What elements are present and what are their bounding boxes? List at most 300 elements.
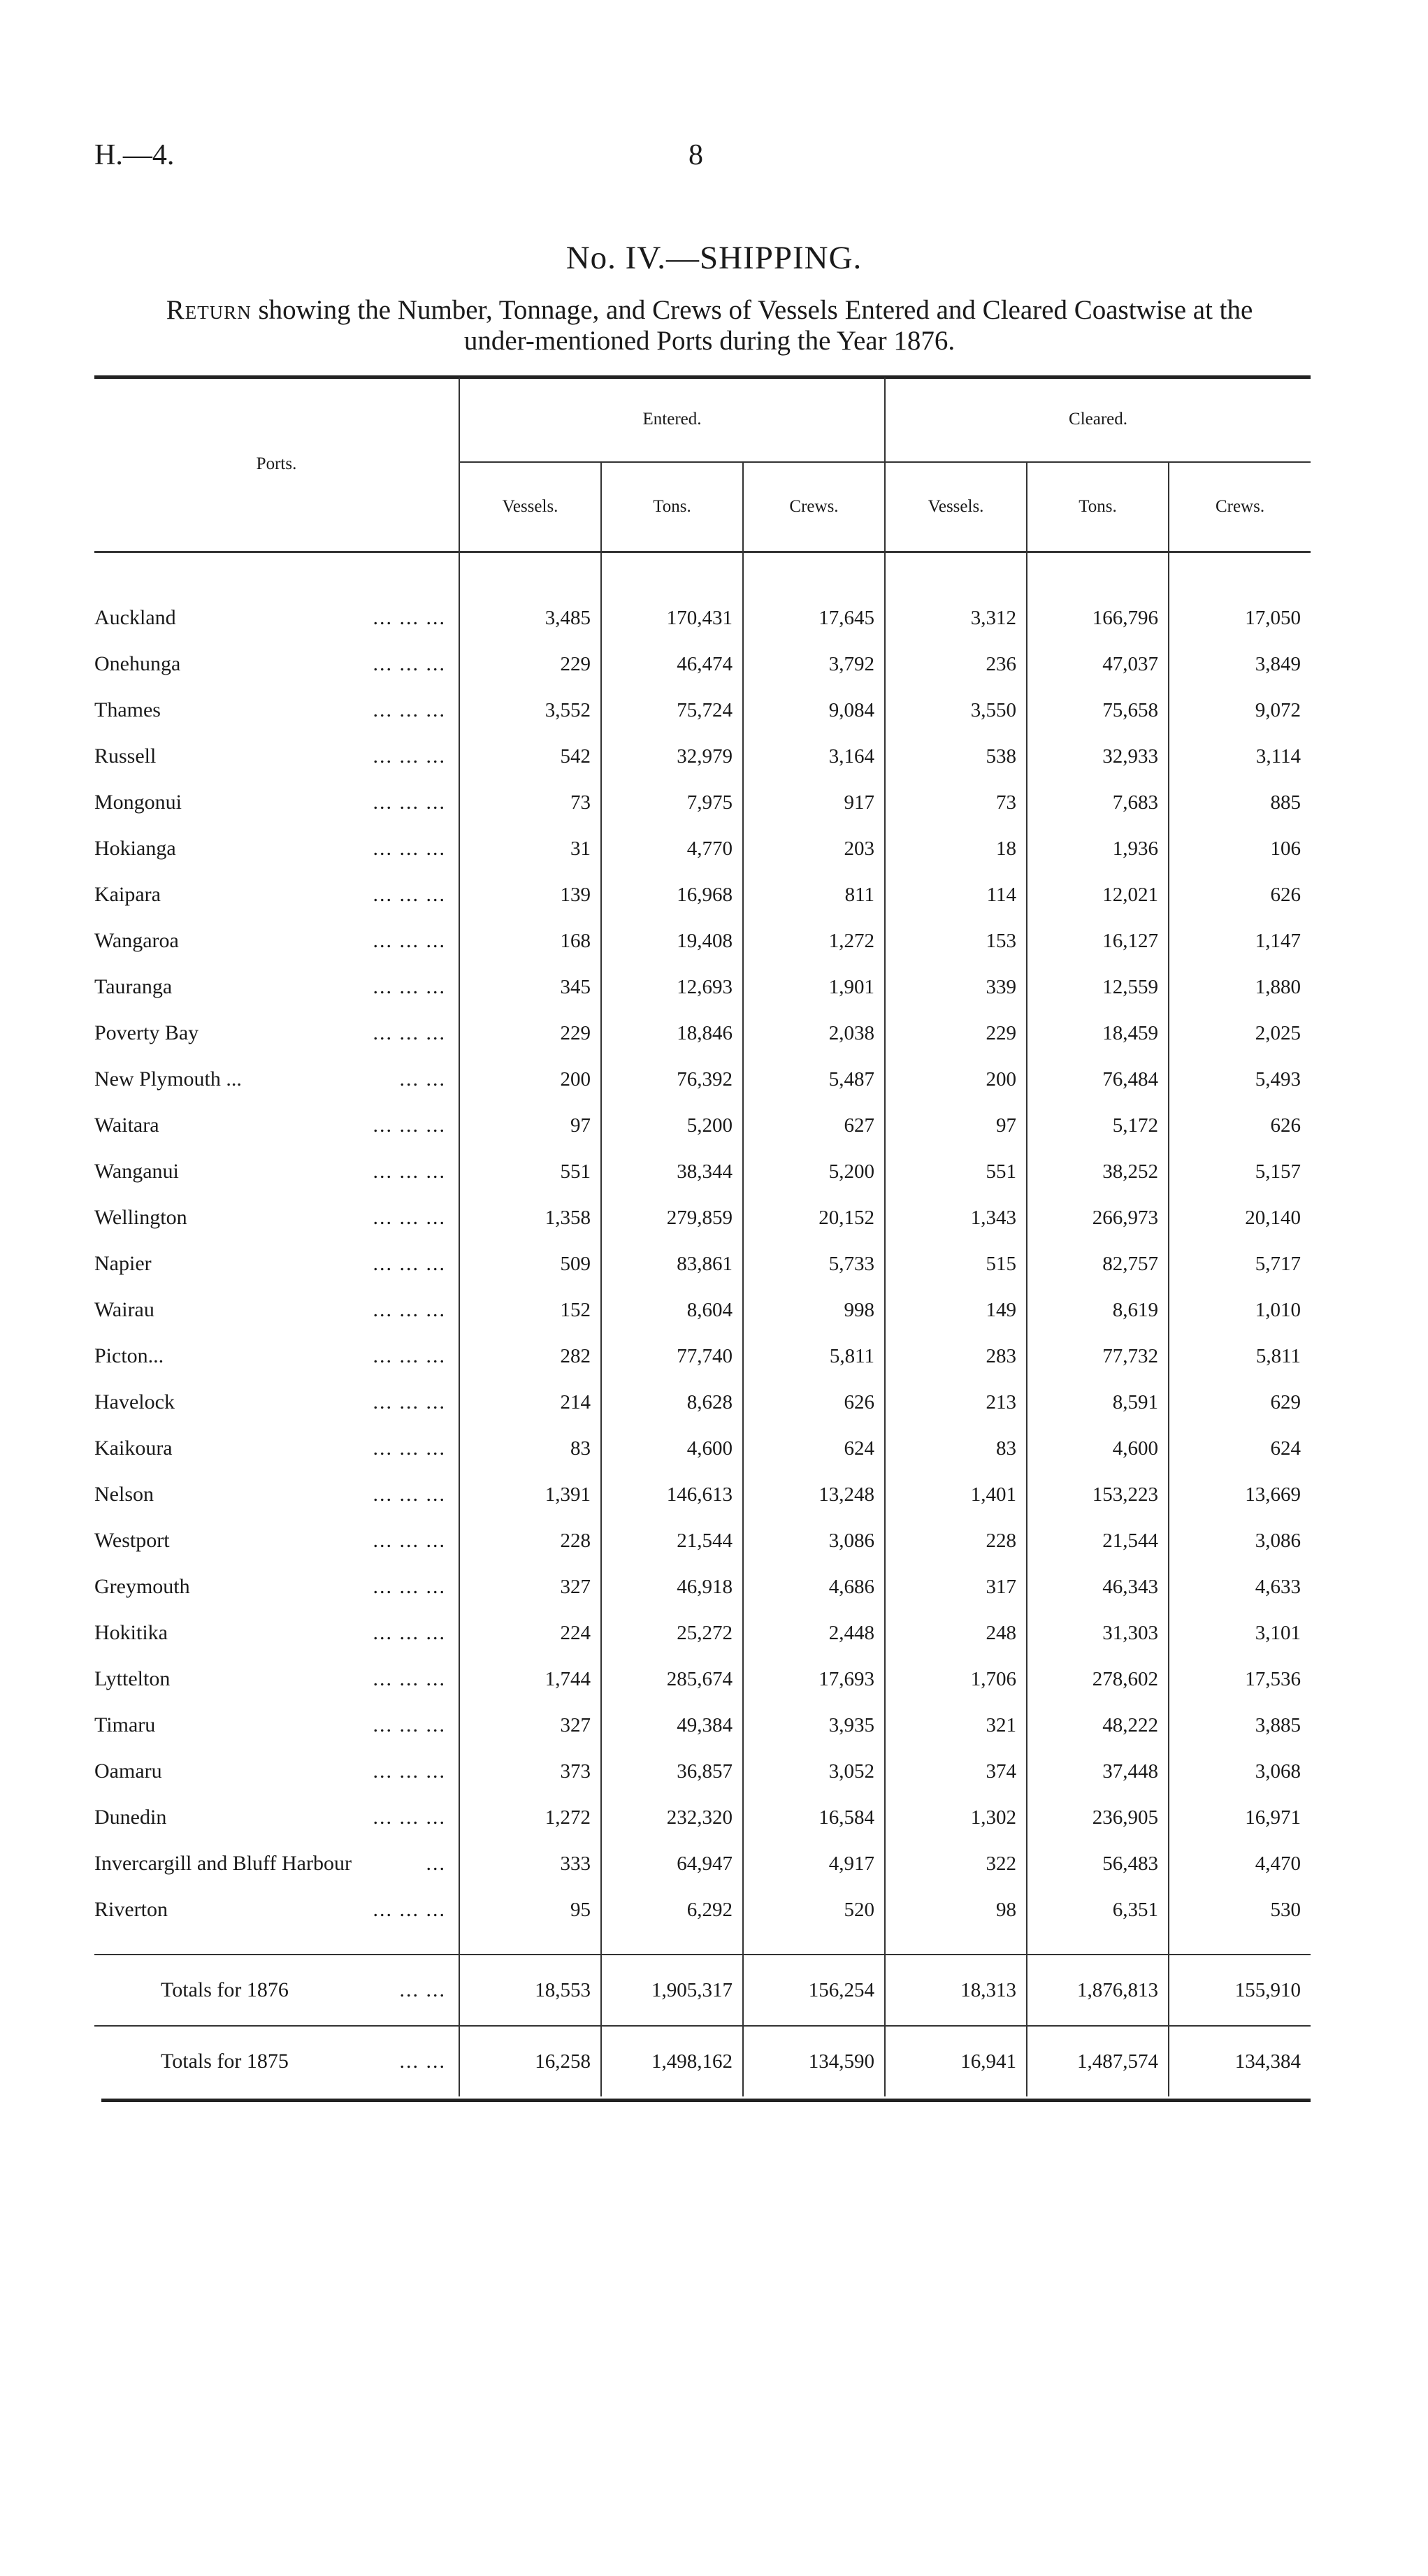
cleared-vessels-cell: 322	[885, 1841, 1027, 1887]
entered-tons-cell: 232,320	[601, 1794, 743, 1841]
cleared-crews-cell: 626	[1169, 872, 1311, 918]
entered-crews-header: Crews.	[743, 462, 885, 552]
entered-crews-cell: 998	[743, 1287, 885, 1333]
table-row	[94, 1656, 1311, 1702]
cleared-vessels-cell: 248	[885, 1610, 1027, 1656]
port-name-cell	[94, 1195, 459, 1241]
entered-crews-cell: 16,584	[743, 1794, 885, 1841]
leader-dots: ... ... ...	[373, 837, 446, 860]
port-name-cell	[94, 1379, 459, 1425]
cleared-vessels-cell: 1,343	[885, 1195, 1027, 1241]
table-row	[94, 1379, 1311, 1425]
entered-tons-cell: 49,384	[601, 1702, 743, 1748]
cleared-tons-header: Tons.	[1027, 462, 1169, 552]
entered-crews-cell: 3,792	[743, 641, 885, 687]
table-row	[94, 733, 1311, 779]
entered-crews-cell: 520	[743, 1887, 885, 1933]
leader-dots: ... ... ...	[373, 1713, 446, 1736]
table-row	[94, 1564, 1311, 1610]
port-name-cell	[94, 826, 459, 872]
cleared-tons-cell: 18,459	[1027, 1010, 1169, 1056]
totals-row	[94, 1955, 1311, 2026]
port-name: Mongonui	[94, 791, 182, 814]
port-name-cell	[94, 733, 459, 779]
cleared-tons-cell: 56,483	[1027, 1841, 1169, 1887]
cleared-vessels-cell: 1,302	[885, 1794, 1027, 1841]
leader-dots: ... ... ...	[373, 652, 446, 675]
cleared-tons-cell: 12,559	[1027, 964, 1169, 1010]
port-name: Timaru	[94, 1713, 156, 1736]
port-name-cell	[94, 1287, 459, 1333]
cleared-crews-cell: 134,384	[1169, 2026, 1311, 2096]
cleared-crews-cell: 3,885	[1169, 1702, 1311, 1748]
table-caption	[94, 295, 1325, 357]
entered-tons-cell: 46,474	[601, 641, 743, 687]
entered-tons-cell: 77,740	[601, 1333, 743, 1379]
port-name: Dunedin	[94, 1806, 167, 1829]
leader-dots: ... ...	[399, 2050, 446, 2073]
cleared-tons-cell: 12,021	[1027, 872, 1169, 918]
port-name: Napier	[94, 1252, 152, 1275]
entered-vessels-cell: 31	[459, 826, 601, 872]
port-name: Hokitika	[94, 1621, 168, 1644]
entered-tons-cell: 4,600	[601, 1425, 743, 1472]
cleared-tons-cell: 82,757	[1027, 1241, 1169, 1287]
cleared-vessels-cell: 3,312	[885, 595, 1027, 641]
entered-vessels-cell: 373	[459, 1748, 601, 1794]
entered-crews-cell: 811	[743, 872, 885, 918]
cleared-tons-cell: 21,544	[1027, 1518, 1169, 1564]
cleared-vessels-cell: 18	[885, 826, 1027, 872]
cleared-tons-cell: 75,658	[1027, 687, 1169, 733]
entered-group-header: Entered.	[459, 377, 885, 462]
table-row	[94, 1472, 1311, 1518]
entered-tons-cell: 36,857	[601, 1748, 743, 1794]
entered-crews-cell: 3,935	[743, 1702, 885, 1748]
port-name: Riverton	[94, 1898, 168, 1921]
table-row	[94, 1149, 1311, 1195]
entered-vessels-cell: 200	[459, 1056, 601, 1102]
cleared-vessels-cell: 153	[885, 918, 1027, 964]
entered-tons-cell: 146,613	[601, 1472, 743, 1518]
port-name-cell	[94, 1472, 459, 1518]
table-row	[94, 1333, 1311, 1379]
table-row	[94, 1010, 1311, 1056]
cleared-crews-cell: 5,157	[1169, 1149, 1311, 1195]
port-name-cell	[94, 1564, 459, 1610]
port-name-cell	[94, 1955, 459, 2026]
entered-vessels-cell: 1,391	[459, 1472, 601, 1518]
cleared-vessels-cell: 1,706	[885, 1656, 1027, 1702]
cleared-tons-cell: 278,602	[1027, 1656, 1169, 1702]
entered-crews-cell: 2,038	[743, 1010, 885, 1056]
leader-dots: ... ... ...	[373, 1344, 446, 1367]
entered-crews-cell: 626	[743, 1379, 885, 1425]
cleared-crews-cell: 885	[1169, 779, 1311, 826]
entered-vessels-header: Vessels.	[459, 462, 601, 552]
entered-crews-cell: 5,733	[743, 1241, 885, 1287]
port-name: Onehunga	[94, 652, 181, 675]
entered-crews-cell: 624	[743, 1425, 885, 1472]
port-name: New Plymouth ...	[94, 1067, 242, 1091]
leader-dots: ... ... ...	[373, 1806, 446, 1829]
cleared-vessels-cell: 229	[885, 1010, 1027, 1056]
port-name: Wangaroa	[94, 929, 179, 952]
port-name: Auckland	[94, 606, 176, 629]
table-row	[94, 1748, 1311, 1794]
entered-vessels-cell: 168	[459, 918, 601, 964]
port-name-cell	[94, 1425, 459, 1472]
cleared-tons-cell: 77,732	[1027, 1333, 1169, 1379]
entered-vessels-cell: 73	[459, 779, 601, 826]
cleared-tons-cell: 31,303	[1027, 1610, 1169, 1656]
leader-dots: ... ... ...	[373, 929, 446, 952]
port-name: Nelson	[94, 1483, 154, 1506]
port-name-cell	[94, 641, 459, 687]
entered-tons-cell: 7,975	[601, 779, 743, 826]
cleared-vessels-cell: 200	[885, 1056, 1027, 1102]
cleared-crews-cell: 1,147	[1169, 918, 1311, 964]
table-row	[94, 918, 1311, 964]
port-name-cell	[94, 595, 459, 641]
table-row	[94, 1518, 1311, 1564]
entered-vessels-cell: 327	[459, 1702, 601, 1748]
entered-tons-cell: 25,272	[601, 1610, 743, 1656]
entered-tons-cell: 6,292	[601, 1887, 743, 1933]
cleared-crews-cell: 17,536	[1169, 1656, 1311, 1702]
spacer-row	[94, 552, 1311, 596]
entered-vessels-cell: 139	[459, 872, 601, 918]
cleared-crews-cell: 1,010	[1169, 1287, 1311, 1333]
cleared-vessels-cell: 98	[885, 1887, 1027, 1933]
port-name: Oamaru	[94, 1760, 162, 1783]
cleared-tons-cell: 37,448	[1027, 1748, 1169, 1794]
leader-dots: ... ...	[399, 1978, 446, 2001]
entered-vessels-cell: 16,258	[459, 2026, 601, 2096]
cleared-crews-cell: 5,717	[1169, 1241, 1311, 1287]
entered-vessels-cell: 229	[459, 641, 601, 687]
cleared-crews-header: Crews.	[1169, 462, 1311, 552]
cleared-crews-cell: 3,849	[1169, 641, 1311, 687]
cleared-crews-cell: 624	[1169, 1425, 1311, 1472]
cleared-tons-cell: 38,252	[1027, 1149, 1169, 1195]
cleared-vessels-cell: 16,941	[885, 2026, 1027, 2096]
cleared-tons-cell: 32,933	[1027, 733, 1169, 779]
cleared-vessels-cell: 283	[885, 1333, 1027, 1379]
port-name-cell	[94, 1241, 459, 1287]
leader-dots: ... ... ...	[373, 744, 446, 768]
entered-crews-cell: 203	[743, 826, 885, 872]
entered-crews-cell: 134,590	[743, 2026, 885, 2096]
cleared-vessels-cell: 114	[885, 872, 1027, 918]
entered-vessels-cell: 1,744	[459, 1656, 601, 1702]
entered-tons-cell: 16,968	[601, 872, 743, 918]
leader-dots: ... ...	[399, 1067, 446, 1091]
port-name: Tauranga	[94, 975, 173, 998]
port-name: Westport	[94, 1529, 170, 1552]
entered-vessels-cell: 3,485	[459, 595, 601, 641]
leader-dots: ... ... ...	[373, 975, 446, 998]
entered-crews-cell: 3,164	[743, 733, 885, 779]
table-row	[94, 1702, 1311, 1748]
leader-dots: ... ... ...	[373, 1021, 446, 1044]
cleared-crews-cell: 3,114	[1169, 733, 1311, 779]
entered-crews-cell: 4,917	[743, 1841, 885, 1887]
table-row	[94, 1794, 1311, 1841]
entered-crews-cell: 13,248	[743, 1472, 885, 1518]
entered-tons-cell: 18,846	[601, 1010, 743, 1056]
table-row	[94, 1610, 1311, 1656]
ports-column-header: Ports.	[94, 377, 459, 552]
cleared-vessels-cell: 551	[885, 1149, 1027, 1195]
entered-tons-cell: 75,724	[601, 687, 743, 733]
cleared-crews-cell: 4,470	[1169, 1841, 1311, 1887]
leader-dots: ... ... ...	[373, 1529, 446, 1552]
entered-tons-cell: 279,859	[601, 1195, 743, 1241]
port-name: Hokianga	[94, 837, 176, 860]
cleared-crews-cell: 13,669	[1169, 1472, 1311, 1518]
port-name: Poverty Bay	[94, 1021, 199, 1044]
port-name-cell	[94, 964, 459, 1010]
entered-crews-cell: 5,487	[743, 1056, 885, 1102]
port-name: Kaipara	[94, 883, 161, 906]
entered-vessels-cell: 229	[459, 1010, 601, 1056]
cleared-group-header: Cleared.	[885, 377, 1311, 462]
table-row	[94, 641, 1311, 687]
page-number: 8	[688, 139, 703, 171]
entered-tons-cell: 83,861	[601, 1241, 743, 1287]
cleared-vessels-cell: 374	[885, 1748, 1027, 1794]
table-row	[94, 1241, 1311, 1287]
leader-dots: ... ... ...	[373, 883, 446, 906]
entered-vessels-cell: 152	[459, 1287, 601, 1333]
cleared-vessels-cell: 213	[885, 1379, 1027, 1425]
port-name-cell	[94, 1333, 459, 1379]
cleared-crews-cell: 4,633	[1169, 1564, 1311, 1610]
cleared-crews-cell: 1,880	[1169, 964, 1311, 1010]
leader-dots: ... ... ...	[373, 1575, 446, 1598]
cleared-crews-cell: 530	[1169, 1887, 1311, 1933]
table-body	[94, 552, 1311, 2097]
port-name: Greymouth	[94, 1575, 190, 1598]
entered-vessels-cell: 18,553	[459, 1955, 601, 2026]
cleared-crews-cell: 16,971	[1169, 1794, 1311, 1841]
leader-dots: ... ... ...	[373, 1390, 446, 1413]
entered-tons-cell: 46,918	[601, 1564, 743, 1610]
table-bottom-rule	[101, 2099, 1311, 2102]
leader-dots: ... ... ...	[373, 1437, 446, 1460]
cleared-crews-cell: 3,068	[1169, 1748, 1311, 1794]
cleared-tons-cell: 8,591	[1027, 1379, 1169, 1425]
cleared-tons-cell: 1,936	[1027, 826, 1169, 872]
cleared-crews-cell: 20,140	[1169, 1195, 1311, 1241]
entered-vessels-cell: 83	[459, 1425, 601, 1472]
entered-vessels-cell: 1,358	[459, 1195, 601, 1241]
cleared-vessels-cell: 97	[885, 1102, 1027, 1149]
cleared-tons-cell: 1,487,574	[1027, 2026, 1169, 2096]
leader-dots: ... ... ...	[373, 791, 446, 814]
entered-crews-cell: 4,686	[743, 1564, 885, 1610]
cleared-tons-cell: 266,973	[1027, 1195, 1169, 1241]
entered-tons-cell: 285,674	[601, 1656, 743, 1702]
cleared-vessels-cell: 317	[885, 1564, 1027, 1610]
entered-tons-cell: 1,905,317	[601, 1955, 743, 2026]
entered-crews-cell: 156,254	[743, 1955, 885, 2026]
entered-crews-cell: 1,272	[743, 918, 885, 964]
port-name: Wanganui	[94, 1160, 179, 1183]
cleared-vessels-cell: 1,401	[885, 1472, 1027, 1518]
cleared-crews-cell: 3,101	[1169, 1610, 1311, 1656]
port-name: Picton...	[94, 1344, 164, 1367]
totals-row	[94, 2026, 1311, 2096]
table-row	[94, 1887, 1311, 1933]
cleared-vessels-cell: 3,550	[885, 687, 1027, 733]
cleared-tons-cell: 4,600	[1027, 1425, 1169, 1472]
cleared-tons-cell: 48,222	[1027, 1702, 1169, 1748]
cleared-vessels-cell: 18,313	[885, 1955, 1027, 2026]
entered-crews-cell: 2,448	[743, 1610, 885, 1656]
entered-tons-cell: 170,431	[601, 595, 743, 641]
entered-tons-cell: 32,979	[601, 733, 743, 779]
cleared-crews-cell: 5,811	[1169, 1333, 1311, 1379]
cleared-tons-cell: 47,037	[1027, 641, 1169, 687]
port-name-cell	[94, 1748, 459, 1794]
port-name: Waitara	[94, 1114, 159, 1137]
cleared-vessels-cell: 321	[885, 1702, 1027, 1748]
entered-vessels-cell: 282	[459, 1333, 601, 1379]
entered-vessels-cell: 345	[459, 964, 601, 1010]
entered-tons-cell: 19,408	[601, 918, 743, 964]
entered-vessels-cell: 333	[459, 1841, 601, 1887]
port-name-cell	[94, 918, 459, 964]
port-name-cell	[94, 1149, 459, 1195]
caption-lead-word: Return	[166, 295, 252, 325]
cleared-vessels-cell: 228	[885, 1518, 1027, 1564]
shipping-table	[94, 377, 1311, 2096]
cleared-crews-cell: 5,493	[1169, 1056, 1311, 1102]
entered-tons-cell: 4,770	[601, 826, 743, 872]
entered-tons-cell: 1,498,162	[601, 2026, 743, 2096]
leader-dots: ... ... ...	[373, 1252, 446, 1275]
cleared-vessels-header: Vessels.	[885, 462, 1027, 552]
entered-tons-cell: 64,947	[601, 1841, 743, 1887]
cleared-crews-cell: 2,025	[1169, 1010, 1311, 1056]
port-name-cell	[94, 1518, 459, 1564]
port-name-cell	[94, 1887, 459, 1933]
entered-crews-cell: 17,645	[743, 595, 885, 641]
entered-tons-cell: 8,604	[601, 1287, 743, 1333]
leader-dots: ... ... ...	[373, 1160, 446, 1183]
entered-vessels-cell: 1,272	[459, 1794, 601, 1841]
cleared-vessels-cell: 515	[885, 1241, 1027, 1287]
port-name-cell	[94, 1794, 459, 1841]
table-row	[94, 964, 1311, 1010]
table-row	[94, 1102, 1311, 1149]
cleared-tons-cell: 76,484	[1027, 1056, 1169, 1102]
port-name-cell	[94, 1610, 459, 1656]
cleared-tons-cell: 8,619	[1027, 1287, 1169, 1333]
entered-vessels-cell: 95	[459, 1887, 601, 1933]
leader-dots: ... ... ...	[373, 1114, 446, 1137]
port-name-cell	[94, 1702, 459, 1748]
entered-tons-cell: 8,628	[601, 1379, 743, 1425]
table-row	[94, 1056, 1311, 1102]
entered-tons-cell: 38,344	[601, 1149, 743, 1195]
table-row	[94, 1195, 1311, 1241]
cleared-tons-cell: 5,172	[1027, 1102, 1169, 1149]
entered-vessels-cell: 228	[459, 1518, 601, 1564]
entered-crews-cell: 627	[743, 1102, 885, 1149]
cleared-tons-cell: 46,343	[1027, 1564, 1169, 1610]
cleared-tons-cell: 16,127	[1027, 918, 1169, 964]
entered-vessels-cell: 542	[459, 733, 601, 779]
cleared-tons-cell: 6,351	[1027, 1887, 1169, 1933]
leader-dots: ... ... ...	[373, 1667, 446, 1690]
page-title: No. IV.—SHIPPING.	[565, 240, 863, 276]
entered-crews-cell: 17,693	[743, 1656, 885, 1702]
cleared-tons-cell: 1,876,813	[1027, 1955, 1169, 2026]
entered-crews-cell: 5,811	[743, 1333, 885, 1379]
port-name-cell	[94, 1010, 459, 1056]
port-name: Kaikoura	[94, 1437, 173, 1460]
entered-tons-header: Tons.	[601, 462, 743, 552]
table-row	[94, 1425, 1311, 1472]
cleared-crews-cell: 3,086	[1169, 1518, 1311, 1564]
port-name-cell	[94, 872, 459, 918]
entered-vessels-cell: 327	[459, 1564, 601, 1610]
cleared-crews-cell: 9,072	[1169, 687, 1311, 733]
entered-crews-cell: 9,084	[743, 687, 885, 733]
cleared-vessels-cell: 339	[885, 964, 1027, 1010]
cleared-vessels-cell: 538	[885, 733, 1027, 779]
cleared-crews-cell: 155,910	[1169, 1955, 1311, 2026]
cleared-tons-cell: 7,683	[1027, 779, 1169, 826]
leader-dots: ... ... ...	[373, 1206, 446, 1229]
entered-vessels-cell: 551	[459, 1149, 601, 1195]
port-name: Invercargill and Bluff Harbour	[94, 1852, 352, 1875]
entered-vessels-cell: 224	[459, 1610, 601, 1656]
document-reference: H.—4.	[94, 139, 175, 171]
entered-tons-cell: 12,693	[601, 964, 743, 1010]
table-row	[94, 872, 1311, 918]
leader-dots: ... ... ...	[373, 1298, 446, 1321]
cleared-vessels-cell: 83	[885, 1425, 1027, 1472]
port-name-cell	[94, 779, 459, 826]
table-row	[94, 595, 1311, 641]
caption-text: showing the Number, Tonnage, and Crews of Vessels Entered and Cleared Coastwise at the	[258, 295, 1253, 325]
table-row	[94, 779, 1311, 826]
spacer-row	[94, 1933, 1311, 1955]
cleared-vessels-cell: 236	[885, 641, 1027, 687]
cleared-tons-cell: 236,905	[1027, 1794, 1169, 1841]
leader-dots: ... ... ...	[373, 1898, 446, 1921]
leader-dots: ... ... ...	[373, 1760, 446, 1783]
leader-dots: ... ... ...	[373, 606, 446, 629]
port-name: Thames	[94, 698, 161, 721]
entered-crews-cell: 5,200	[743, 1149, 885, 1195]
port-name-cell	[94, 1102, 459, 1149]
entered-tons-cell: 76,392	[601, 1056, 743, 1102]
port-name: Wairau	[94, 1298, 154, 1321]
cleared-crews-cell: 626	[1169, 1102, 1311, 1149]
port-name-cell	[94, 1656, 459, 1702]
entered-crews-cell: 20,152	[743, 1195, 885, 1241]
cleared-tons-cell: 153,223	[1027, 1472, 1169, 1518]
entered-tons-cell: 5,200	[601, 1102, 743, 1149]
port-name-cell	[94, 2026, 459, 2096]
cleared-vessels-cell: 73	[885, 779, 1027, 826]
cleared-crews-cell: 629	[1169, 1379, 1311, 1425]
